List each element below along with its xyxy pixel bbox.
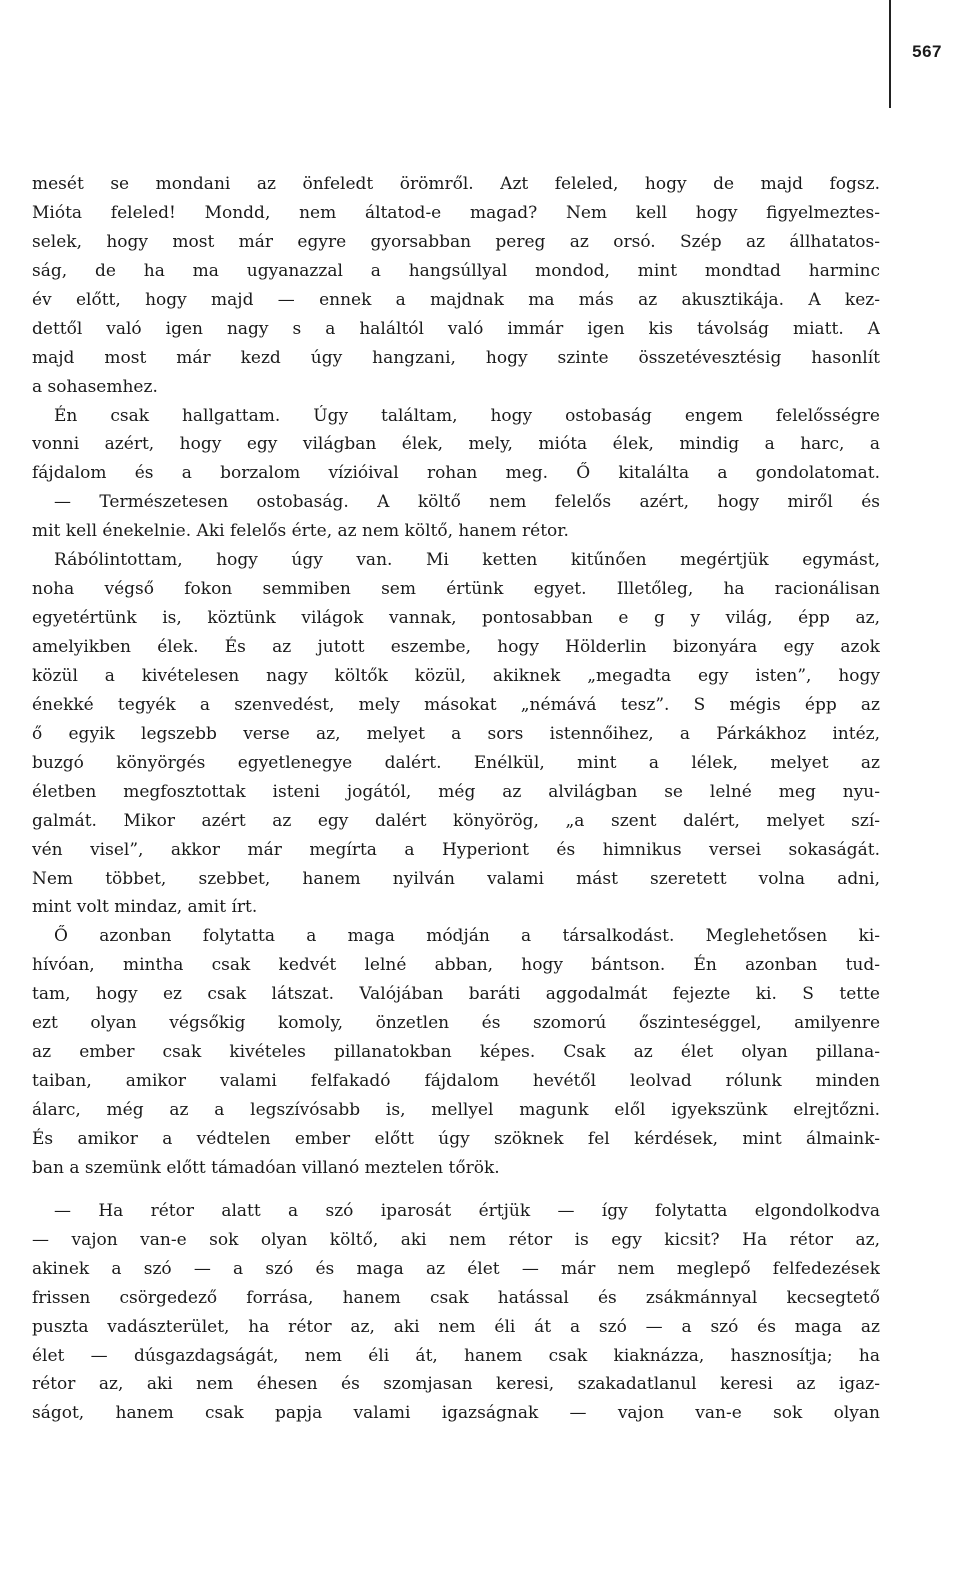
text-line: majd most már kezd úgy hangzani, hogy szinte összetévesztésig hasonlít bbox=[32, 347, 880, 368]
text-line: életben megfosztottak isteni jogától, még az alvilágban se lelné meg nyu- bbox=[32, 781, 880, 802]
text-line: év előtt, hogy majd — ennek a majdnak ma más az akusztikája. A kez- bbox=[32, 289, 880, 310]
text-line: Rábólintottam, hogy úgy van. Mi ketten kitűnően megértjük egymást, bbox=[54, 550, 880, 571]
text-line: közül a kivételesen nagy költők közül, akiknek „megadta egy isten”, hogy bbox=[32, 665, 880, 686]
text-line: mint volt mindaz, amit írt. bbox=[32, 897, 258, 918]
text-line: Nem többet, szebbet, hanem nyilván valami mást szeretett volna adni, bbox=[32, 868, 880, 889]
text-line: És amikor a védtelen ember előtt úgy szöknek fel kérdések, mint álmaink- bbox=[32, 1128, 880, 1149]
text-line: ő egyik legszebb verse az, melyet a sors istennőihez, a Párkákhoz intéz, bbox=[32, 723, 880, 744]
text-line: Én csak hallgattam. Úgy találtam, hogy ostobaság engem felelősségre bbox=[54, 405, 880, 426]
text-line: élet — dúsgazdagságát, nem éli át, hanem csak kiaknázza, hasznosítja; ha bbox=[32, 1345, 880, 1366]
text-line: buzgó könyörgés egyetlenegye dalért. Enélkül, mint a lélek, melyet az bbox=[32, 752, 880, 773]
text-line: puszta vadászterület, ha rétor az, aki nem éli át a szó — a szó és maga az bbox=[32, 1316, 880, 1337]
text-line: ságot, hanem csak papja valami igazságnak — vajon van-e sok olyan bbox=[32, 1403, 880, 1424]
text-line: selek, hogy most már egyre gyorsabban pereg az orsó. Szép az állhatatos- bbox=[32, 231, 880, 252]
text-line: — Ha rétor alatt a szó iparosát értjük — így folytatta elgondolkodva bbox=[54, 1200, 880, 1221]
text-line: rétor az, aki nem éhesen és szomjasan keresi, szakadatlanul keresi az igaz- bbox=[32, 1374, 880, 1395]
text-line: — vajon van-e sok olyan költő, aki nem rétor is egy kicsit? Ha rétor az, bbox=[32, 1229, 880, 1250]
text-line: galmát. Mikor azért az egy dalért könyörög, „a szent dalért, melyet szí- bbox=[32, 810, 880, 831]
page-number: 567 bbox=[912, 42, 942, 61]
text-line: amelyikben élek. És az jutott eszembe, hogy Hölderlin bizonyára egy azok bbox=[32, 637, 880, 657]
text-line: ban a szemünk előtt támadóan villanó meztelen tőrök. bbox=[32, 1157, 500, 1178]
text-line: mit kell énekelnie. Aki felelős érte, az nem költő, hanem rétor. bbox=[32, 521, 569, 542]
text-line: vonni azért, hogy egy világban élek, mely, mióta élek, mindig a harc, a bbox=[32, 434, 880, 455]
text-line: a sohasemhez. bbox=[32, 376, 158, 397]
text-line: — Természetesen ostobaság. A költő nem felelős azért, hogy miről és bbox=[54, 492, 880, 513]
text-line: hívóan, mintha csak kedvét lelné abban, hogy bántson. Én azonban tud- bbox=[32, 955, 880, 976]
text-line: mesét se mondani az önfeledt örömről. Azt feleled, hogy de majd fogsz. bbox=[32, 174, 880, 194]
text-line: vén visel”, akkor már megírta a Hyperiont és himnikus versei sokaságát. bbox=[32, 839, 880, 860]
text-line: ezt olyan végsőkig komoly, önzetlen és szomorú őszinteséggel, amilyenre bbox=[32, 1013, 880, 1034]
text-line: fájdalom és a borzalom vízióival rohan meg. Ő kitalálta a gondolatomat. bbox=[32, 463, 880, 484]
text-line: álarc, még az a legszívósabb is, mellyel magunk elől igyekszünk elrejtőzni. bbox=[32, 1100, 880, 1120]
text-line: egyetértünk is, köztünk világok vannak, pontosabban e g y világ, épp az, bbox=[32, 608, 880, 629]
text-line: frissen csörgedező forrása, hanem csak hatással és zsákmánnyal kecsegtető bbox=[32, 1287, 880, 1308]
text-line: taiban, amikor valami felfakadó fájdalom hevétől leolvad rólunk minden bbox=[32, 1071, 880, 1092]
text-line: dettől való igen nagy s a haláltól való immár igen kis távolság miatt. A bbox=[32, 318, 880, 339]
text-line: ság, de ha ma ugyanazzal a hangsúllyal mondod, mint mondtad harminc bbox=[32, 260, 880, 281]
body-text bbox=[32, 170, 880, 1428]
text-line: Ő azonban folytatta a maga módján a társalkodást. Meglehetősen ki- bbox=[54, 926, 880, 947]
text-line: noha végső fokon semmiben sem értünk egyet. Illetőleg, ha racionálisan bbox=[32, 579, 880, 600]
text-line: tam, hogy ez csak látszat. Valójában baráti aggodalmát fejezte ki. S tette bbox=[32, 984, 880, 1005]
text-line: az ember csak kivételes pillanatokban képes. Csak az élet olyan pillana- bbox=[32, 1042, 880, 1063]
text-line: énekké tegyék a szenvedést, mely másokat „némává tesz”. S mégis épp az bbox=[32, 694, 880, 715]
header-rule bbox=[889, 0, 891, 108]
text-line: akinek a szó — a szó és maga az élet — már nem meglepő felfedezések bbox=[32, 1258, 880, 1279]
text-line: Mióta feleled! Mondd, nem áltatod-e magad? Nem kell hogy figyelmeztes- bbox=[32, 202, 880, 223]
